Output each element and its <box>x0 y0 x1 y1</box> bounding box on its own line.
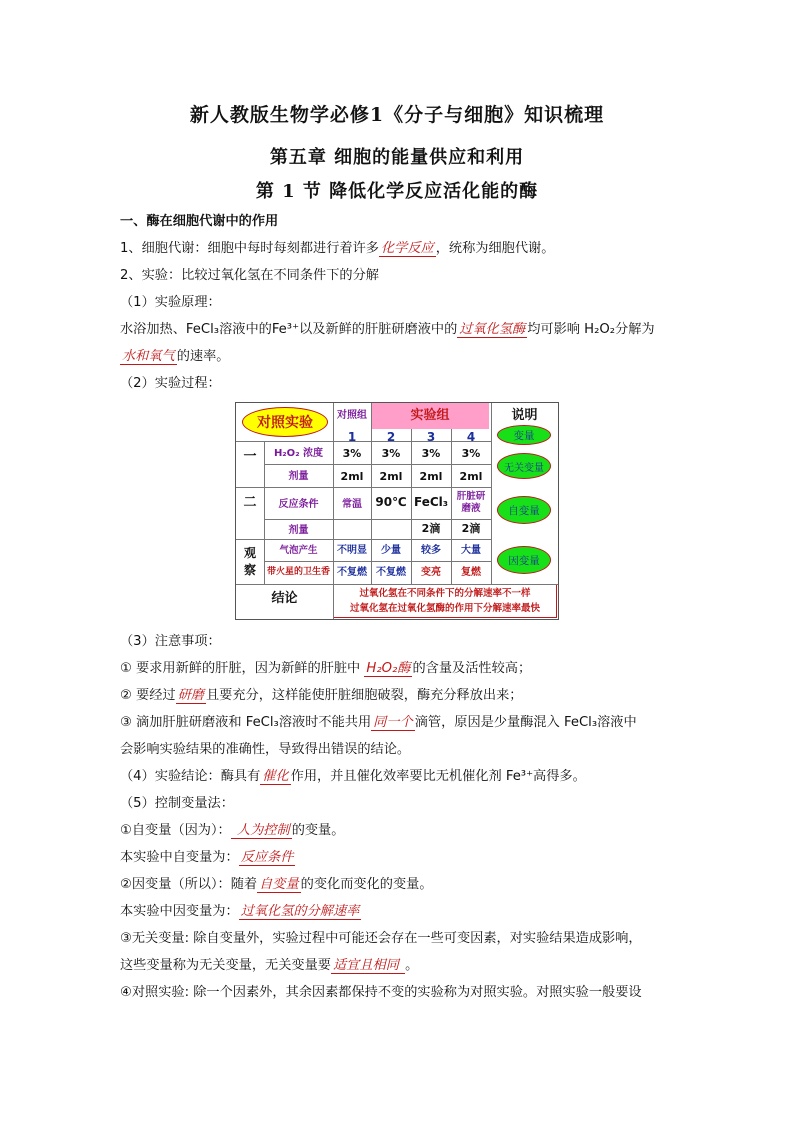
conc-value: 3% <box>381 447 401 460</box>
chapter-title: 第五章 细胞的能量供应和利用 <box>269 147 525 168</box>
conclusion-label: 结论 <box>271 591 298 606</box>
dose-value: 2ml <box>419 470 443 483</box>
para-conclusion: （4）实验结论：酶具有 催化 作用，并且催化效率要比无机催化剂 Fe³⁺高得多。 <box>120 769 586 784</box>
note-1: ① 要求用新鲜的肝脏，因为新鲜的肝脏中 H₂O₂酶 的含量及活性较高； <box>120 661 532 676</box>
doc-title: 新人教版生物学必修1《分子与细胞》知识梳理 <box>189 104 605 126</box>
conc-value: 3% <box>461 447 481 460</box>
para-process: （2）实验过程： <box>120 376 221 391</box>
fill-blank: 适宜且相同 <box>333 958 404 973</box>
stick-value: 复燃 <box>461 567 481 578</box>
unrelated-var-def: ③无关变量: 除自变量外，实验过程中可能还会存在一些可变因素，对实验结果造成影响， <box>120 931 642 946</box>
cond-value: FeCl₃ <box>413 495 449 509</box>
dose2-value: 2滴 <box>461 522 481 535</box>
para-metabolism: 1、细胞代谢：细胞中每时每刻都进行着许多 化学反应 ，统称为细胞代谢。 <box>120 241 555 256</box>
cond-value: 90℃ <box>375 495 407 509</box>
dose2-label: 剂量 <box>288 525 309 536</box>
row-two-label: 二 <box>243 495 257 510</box>
conclusion-line-2: 过氧化氢在过氧化氢酶的作用下分解速率最快 <box>349 603 540 614</box>
dependent-var-oval: 因变量 <box>497 546 551 574</box>
conc-value: 3% <box>421 447 441 460</box>
para-principle-text-2: 水和氧气 的速率。 <box>122 349 230 364</box>
group-num: 1 <box>347 430 357 444</box>
fill-blank: 自变量 <box>259 877 299 892</box>
dependent-var-def: ②因变量（所以）：随着 自变量 的变化而变化的变量。 <box>120 877 433 892</box>
fill-blank: 水和氧气 <box>122 349 175 364</box>
independent-var-def: ①自变量（因为）： 人为控制 的变量。 <box>120 823 345 838</box>
row-one-label: 一 <box>243 449 257 464</box>
stick-value: 不复燃 <box>376 567 406 578</box>
note-3-cont: 会影响实验结果的准确性，导致得出错误的结论。 <box>120 742 411 757</box>
conc-value: 3% <box>342 447 362 460</box>
conclusion-line-1: 过氧化氢在不同条件下的分解速率不一样 <box>359 588 531 599</box>
dose-label: 剂量 <box>288 471 309 482</box>
fill-blank: H₂O₂酶 <box>366 661 411 676</box>
fill-blank: 反应条件 <box>240 850 294 865</box>
para-control-variable: （5）控制变量法： <box>120 796 234 811</box>
para-notes: （3）注意事项： <box>120 634 221 649</box>
dose-value: 2ml <box>340 470 364 483</box>
bubble-value: 大量 <box>461 545 481 556</box>
exp-group-label: 实验组 <box>410 408 450 423</box>
group-num: 4 <box>466 430 476 444</box>
cond-value: 常温 <box>342 499 362 510</box>
observe-label: 观察 <box>243 546 256 577</box>
fill-blank: 化学反应 <box>380 241 434 256</box>
fill-blank: 催化 <box>262 769 289 784</box>
fill-blank: 过氧化氢的分解速率 <box>240 904 360 919</box>
independent-var-oval: 自变量 <box>497 496 551 524</box>
dose2-value: 2滴 <box>421 522 441 535</box>
fill-blank: 研磨 <box>177 688 204 703</box>
dependent-var-answer: 本实验中因变量为： 过氧化氢的分解速率 <box>120 904 360 919</box>
section-title: 第 1 节 降低化学反应活化能的酶 <box>255 181 539 202</box>
heading-enzyme-role: 一、酶在细胞代谢中的作用 <box>120 214 279 229</box>
fill-blank: 过氧化氢酶 <box>459 322 526 337</box>
bubbles-label: 气泡产生 <box>279 545 318 556</box>
dose-value: 2ml <box>459 470 483 483</box>
unrelated-var-def-2: 这些变量称为无关变量，无关变量要 适宜且相同 。 <box>120 958 419 973</box>
explain-label: 说明 <box>511 408 538 423</box>
control-exp-oval: 对照实验 <box>242 407 328 437</box>
note-2: ② 要经过 研磨 且要充分，这样能使肝脏细胞破裂，酶充分释放出来； <box>120 688 523 703</box>
condition-label: 反应条件 <box>278 499 319 510</box>
group-num: 2 <box>386 430 396 444</box>
fill-blank: 同一个 <box>373 715 413 730</box>
para-principle: （1）实验原理： <box>120 295 221 310</box>
unrelated-var-oval: 无关变量 <box>497 453 551 479</box>
bubble-value: 较多 <box>421 545 441 556</box>
stick-value: 变亮 <box>421 567 441 578</box>
dose-value: 2ml <box>379 470 403 483</box>
control-exp-def: ④对照实验: 除一个因素外，其余因素都保持不变的实验称为对照实验。对照实验一般要设 <box>120 985 642 1000</box>
var-oval: 变量 <box>497 425 551 445</box>
control-group-label: 对照组 <box>337 410 367 421</box>
stick-value: 不复燃 <box>337 567 367 578</box>
para-experiment: 2、实验：比较过氧化氢在不同条件下的分解 <box>120 268 379 283</box>
group-num: 3 <box>426 430 436 444</box>
note-3: ③ 滴加肝脏研磨液和 FeCl₃溶液时不能共用 同一个 滴管，原因是少量酶混入 FeCl₃溶液中 <box>120 715 637 730</box>
h2o2-conc-label: H₂O₂ 浓度 <box>273 448 324 459</box>
independent-var-answer: 本实验中自变量为： 反应条件 <box>120 850 294 865</box>
cond-value: 肝脏研磨液 <box>456 491 486 514</box>
experiment-table <box>235 402 559 620</box>
bubble-value: 少量 <box>381 545 401 556</box>
bubble-value: 不明显 <box>337 545 367 556</box>
para-principle-text: 水浴加热、FeCl₃溶液中的Fe³⁺以及新鲜的肝脏研磨液中的 过氧化氢酶 均可影响 H₂O₂分解为 <box>120 322 655 337</box>
stick-label: 带火星的卫生香 <box>266 567 330 577</box>
fill-blank: 人为控制 <box>232 823 290 838</box>
